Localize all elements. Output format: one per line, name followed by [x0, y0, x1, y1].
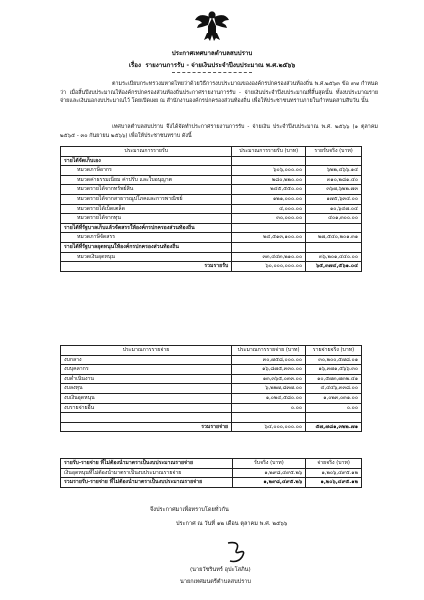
table-row	[61, 175, 362, 185]
signer-position: นายกเทศมนตรีตำบลสบปราบ	[180, 579, 251, 585]
row-label: หมวดเงินอุดหนุน	[61, 252, 232, 262]
row-label: หมวดรายได้เบ็ดเตล็ด	[61, 204, 232, 214]
row-estimate: ๔,๐๐๐.๐๐	[232, 204, 306, 214]
table-row	[61, 194, 362, 204]
row-estimate: ๓๐,๗๕๘,๐๐๐.๐๐	[232, 355, 306, 365]
title-divider	[172, 72, 252, 73]
table-row	[61, 365, 362, 375]
garuda-emblem-icon	[194, 8, 230, 42]
expense-col-1: ประมาณการรายจ่าย	[61, 346, 232, 356]
row-estimate: ๑๓,๓๖๕,๐๓๓.๐๐	[232, 374, 306, 384]
row-estimate: ๖๐๖,๐๐๐.๐๐	[232, 166, 306, 176]
row-paid: ๑,๒๐๖,๔๙๕.๑๒	[306, 468, 362, 478]
table-row	[61, 468, 362, 478]
table-row	[61, 214, 362, 224]
row-label: หมวดรายได้จากทรัพย์สิน	[61, 185, 232, 195]
income-total-actual: ๖๕,๓๗๔,๕๖๑.๐๔	[306, 262, 362, 272]
income-section-row	[61, 223, 362, 233]
row-label: หมวดรายได้จากสาธารณูปโภคและการพาณิชย์	[61, 194, 232, 204]
table-row	[61, 185, 362, 195]
intro-paragraph-1: ตามระเบียบกระทรวงมหาดไทยว่าด้วยวิธีการงบประมาณขององค์กรปกครองส่วนท้องถิ่น พ.ศ.๒๕๖๓ ข้อ ๙๗ กำหนดว่า เมื่อสิ้นปีงบประมาณให้องค์กรปกครองส่วนท้องถิ่นประกาศรายงานการรับ - จ่ายเงินประจำปีงบประมาณที่สิ้นสุดนั้น ทั้งงบประมาณรายจ่ายและเงินนอกงบประมาณไว้ โดยเปิดเผย ณ สำนักงานองค์กรปกครองส่วนท้องถิ่น เพื่อให้ประชาชนทราบภายในกำหนดสามสิบวัน นั้น	[60, 81, 378, 105]
row-estimate: ๒๔๕,๕๕๐.๐๐	[232, 185, 306, 195]
income-section-label: รายได้ที่รัฐบาลเก็บแล้วจัดสรรให้องค์กรปกครองส่วนท้องถิ่น	[61, 223, 232, 233]
row-actual: ๑๗๕,๖๓๔.๐๐	[306, 194, 362, 204]
table-row	[61, 355, 362, 365]
expense-col-2: ประมาณการรายจ่าย (บาท)	[232, 346, 306, 356]
non-budget-col-1: รายรับ-รายจ่าย ที่ไม่ต้องนำมาตราเป็นงบประมาณรายจ่าย	[61, 459, 233, 469]
row-label: งบเงินอุดหนุน	[61, 393, 232, 403]
row-estimate: ๑๒๑,๐๐๐.๐๐	[232, 194, 306, 204]
row-actual: ๖๒๒,๔๖๖.๑๔	[306, 166, 362, 176]
row-estimate: ๑๖,๘๗๕,๓๓๐.๐๐	[232, 365, 306, 375]
table-row	[61, 478, 362, 488]
income-table	[60, 146, 362, 272]
row-estimate: ๑,๐๒๔,๕๘๐.๐๐	[232, 393, 306, 403]
table-row	[61, 204, 362, 214]
row-actual: ๒๗,๕๔๐,๒๐๑.๓๑	[306, 233, 362, 243]
signer-name: (นายวัชรินทร์ อุปะโสภิน)	[190, 567, 251, 573]
signature-icon	[222, 540, 256, 564]
row-estimate: ๒๔,๕๑๓,๑๐๐.๐๐	[232, 233, 306, 243]
row-estimate: ๐.๐๐	[232, 403, 306, 413]
expense-table	[60, 345, 362, 432]
row-label: หมวดค่าธรรมเนียม ค่าปรับ และใบอนุญาต	[61, 175, 232, 185]
row-actual: ๑๐,๕๗๓,๗๓๒.๔๑	[306, 374, 362, 384]
row-actual: ๑๖,๓๗๑,๕๖๖.๓๐	[306, 365, 362, 375]
non-budget-header-row	[61, 459, 362, 469]
table-row	[61, 374, 362, 384]
row-received: ๑,๒๙๘,๔๙๕.๒๖	[232, 478, 306, 488]
table-row	[61, 252, 362, 262]
row-actual: ๓๑๐,๒๘๑.๔๐	[306, 175, 362, 185]
row-label: เงินอุดหนุนที่ไม่ต้องนำมาตราเป็นงบประมาณรายจ่าย	[61, 468, 233, 478]
row-actual: ๔๐๑,๓๐๐.๐๐	[306, 214, 362, 224]
announcement-line: จึงประกาศมาเพื่อทราบโดยทั่วกัน	[150, 507, 229, 513]
row-label: รวมรายรับ-รายจ่าย ที่ไม่ต้องนำมาตราเป็นงบประมาณรายจ่าย	[61, 478, 233, 488]
row-received: ๑,๒๙๘,๔๙๕.๒๖	[232, 468, 306, 478]
non-budget-col-2: รับจริง (บาท)	[232, 459, 306, 469]
non-budget-table	[60, 458, 362, 488]
row-estimate: ๓๐,๐๐๐.๐๐	[232, 214, 306, 224]
row-actual: ๑,๐๒๓,๐๓๑.๐๐	[306, 393, 362, 403]
row-label: งบดำเนินงาน	[61, 374, 232, 384]
row-estimate: ๖,๒๒๗,๘๓๗.๐๐	[232, 384, 306, 394]
income-col-3: รายรับจริง (บาท)	[306, 147, 362, 157]
expense-total-estimate: ๖๔,๐๐๐,๐๐๐.๐๐	[232, 422, 306, 432]
row-actual: ๑๐,๖๔๗.๐๔	[306, 204, 362, 214]
income-section-row	[61, 242, 362, 252]
row-estimate: ๓๓,๔๔๓,๒๑๐.๐๐	[232, 252, 306, 262]
expense-total-row	[61, 422, 362, 432]
table-row	[61, 166, 362, 176]
row-label: หมวดรายได้จากทุน	[61, 214, 232, 224]
row-actual: ๓๐,๒๐๐,๕๗๘.๐๑	[306, 355, 362, 365]
row-label: งบลงทุน	[61, 384, 232, 394]
expense-total-label: รวมรายจ่าย	[61, 422, 232, 432]
table-row	[61, 393, 362, 403]
table-row	[61, 403, 362, 413]
row-label: งบรายจ่ายอื่น	[61, 403, 232, 413]
document-org-title: ประกาศเทศบาลตำบลสบปราบ	[171, 50, 253, 57]
document-subject	[0, 60, 424, 70]
income-section-label: รายได้ที่รัฐบาลอุดหนุนให้องค์กรปกครองส่วนท้องถิ่น	[61, 242, 232, 252]
income-col-2: ประมาณการรายรับ (บาท)	[232, 147, 306, 157]
income-section-label: รายได้จัดเก็บเอง	[61, 156, 232, 166]
income-total-row	[61, 262, 362, 272]
row-actual: ๔,๔๔๖,๓๓๘.๐๐	[306, 384, 362, 394]
expense-header-row	[61, 346, 362, 356]
row-label: งบบุคลากร	[61, 365, 232, 375]
table-row	[61, 413, 362, 423]
expense-total-actual: ๕๗,๗๘๑,๓๒๒.๗๑	[306, 422, 362, 432]
table-row	[61, 233, 362, 243]
income-total-label: รวมรายรับ	[61, 262, 232, 272]
row-label: หมวดภาษีจัดสรร	[61, 233, 232, 243]
income-total-estimate: ๖๐,๐๐๐,๐๐๐.๐๐	[232, 262, 306, 272]
non-budget-col-3: จ่ายจริง (บาท)	[306, 459, 362, 469]
intro-paragraph-2: เทศบาลตำบลสบปราบ จึงได้จัดทำประกาศรายงานการรับ - จ่ายเงิน ประจำปีงบประมาณ พ.ศ. ๒๕๖๖ (๑ ตุลาคม ๒๕๖๕ - ๓๐ กันยายน ๒๕๖๖) เพื่อให้ประชาชนทราบ ดังนี้	[60, 124, 378, 139]
income-header-row	[61, 147, 362, 157]
subject-label: เรื่อง	[128, 62, 142, 69]
row-actual: ๐.๐๐	[306, 403, 362, 413]
announcement-date: ประกาศ ณ วันที่ ๑๒ เดือน ตุลาคม พ.ศ. ๒๕๖๖	[176, 521, 288, 527]
row-actual: ๓๖๗,๖๒๒.๗๓	[306, 185, 362, 195]
expense-col-3: รายจ่ายจริง (บาท)	[306, 346, 362, 356]
row-estimate: ๒๘๐,๒๒๐.๐๐	[232, 175, 306, 185]
income-section-row	[61, 156, 362, 166]
row-actual: ๓๖,๒๐๑,๔๔๐.๐๐	[306, 252, 362, 262]
subject-text: รายงานการรับ - จ่ายเงินประจำปีงบประมาณ พ.ศ.๒๕๖๖	[145, 62, 296, 69]
row-label: งบกลาง	[61, 355, 232, 365]
row-label: หมวดภาษีอากร	[61, 166, 232, 176]
income-col-1: ประมาณการรายรับ	[61, 147, 232, 157]
row-paid: ๑,๒๐๖,๔๙๕.๑๒	[306, 478, 362, 488]
table-row	[61, 384, 362, 394]
